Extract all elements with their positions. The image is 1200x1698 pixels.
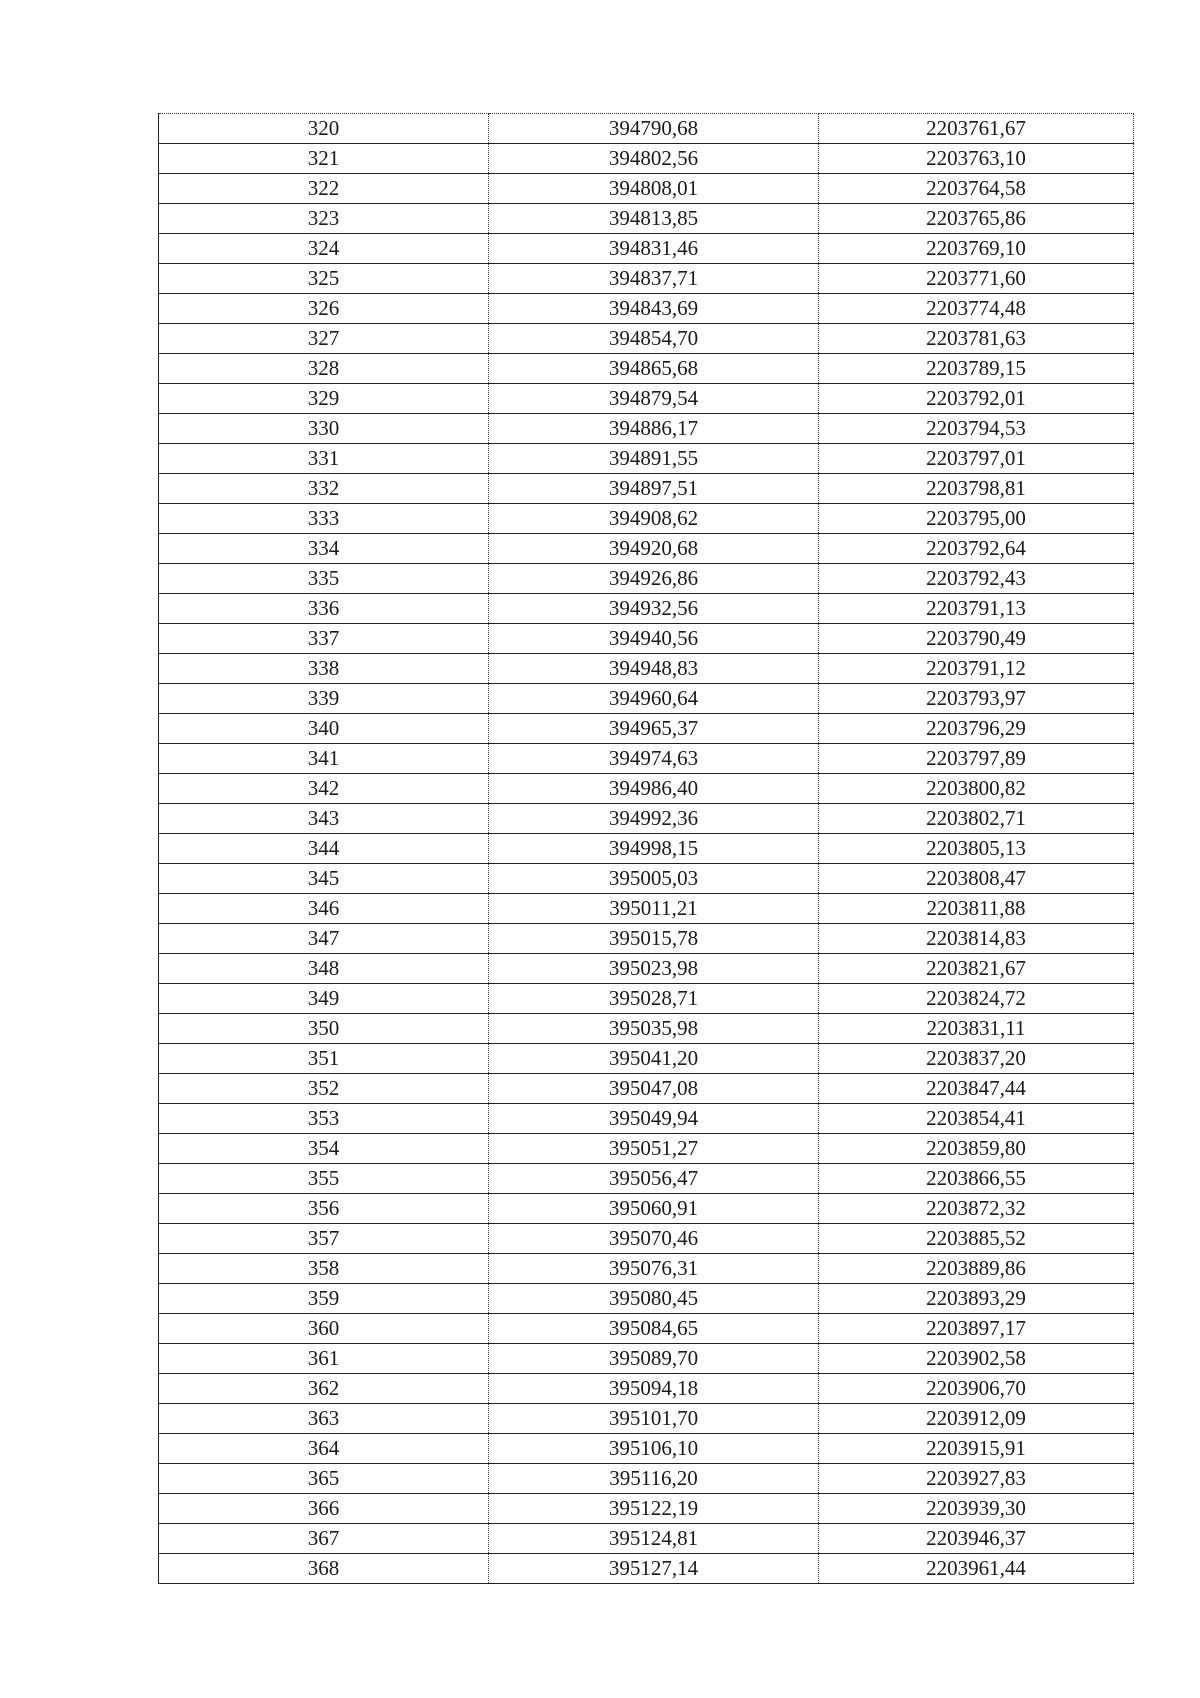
x-coordinate-cell: 394992,36 [489,804,819,834]
point-number-cell: 320 [159,114,489,144]
y-coordinate-cell: 2203789,15 [819,354,1134,384]
x-coordinate-cell: 395084,65 [489,1314,819,1344]
x-coordinate-cell: 395101,70 [489,1404,819,1434]
y-coordinate-cell: 2203808,47 [819,864,1134,894]
point-number-cell: 344 [159,834,489,864]
table-row [159,1104,1134,1134]
table-row [159,774,1134,804]
x-coordinate-cell: 395122,19 [489,1494,819,1524]
point-number-cell: 327 [159,324,489,354]
table-row [159,984,1134,1014]
point-number-cell: 358 [159,1254,489,1284]
table-row [159,1164,1134,1194]
table-row [159,1554,1134,1584]
x-coordinate-cell: 394920,68 [489,534,819,564]
y-coordinate-cell: 2203771,60 [819,264,1134,294]
point-number-cell: 351 [159,1044,489,1074]
y-coordinate-cell: 2203915,91 [819,1434,1134,1464]
table-row [159,924,1134,954]
coordinates-table-body [159,114,1134,1584]
table-row [159,1044,1134,1074]
y-coordinate-cell: 2203906,70 [819,1374,1134,1404]
table-row [159,384,1134,414]
point-number-cell: 355 [159,1164,489,1194]
x-coordinate-cell: 394965,37 [489,714,819,744]
table-row [159,1074,1134,1104]
x-coordinate-cell: 394908,62 [489,504,819,534]
x-coordinate-cell: 394879,54 [489,384,819,414]
point-number-cell: 329 [159,384,489,414]
table-row [159,1404,1134,1434]
point-number-cell: 340 [159,714,489,744]
x-coordinate-cell: 394998,15 [489,834,819,864]
x-coordinate-cell: 395023,98 [489,954,819,984]
y-coordinate-cell: 2203805,13 [819,834,1134,864]
point-number-cell: 348 [159,954,489,984]
y-coordinate-cell: 2203814,83 [819,924,1134,954]
y-coordinate-cell: 2203793,97 [819,684,1134,714]
table-row [159,1314,1134,1344]
y-coordinate-cell: 2203837,20 [819,1044,1134,1074]
point-number-cell: 341 [159,744,489,774]
table-row [159,834,1134,864]
point-number-cell: 366 [159,1494,489,1524]
x-coordinate-cell: 395076,31 [489,1254,819,1284]
x-coordinate-cell: 394802,56 [489,144,819,174]
y-coordinate-cell: 2203792,01 [819,384,1134,414]
table-row [159,564,1134,594]
y-coordinate-cell: 2203797,89 [819,744,1134,774]
y-coordinate-cell: 2203889,86 [819,1254,1134,1284]
point-number-cell: 328 [159,354,489,384]
table-row [159,804,1134,834]
table-row [159,294,1134,324]
point-number-cell: 335 [159,564,489,594]
table-row [159,1344,1134,1374]
table-row [159,684,1134,714]
y-coordinate-cell: 2203800,82 [819,774,1134,804]
table-row [159,954,1134,984]
point-number-cell: 333 [159,504,489,534]
table-row [159,204,1134,234]
y-coordinate-cell: 2203761,67 [819,114,1134,144]
y-coordinate-cell: 2203798,81 [819,474,1134,504]
x-coordinate-cell: 394843,69 [489,294,819,324]
point-number-cell: 336 [159,594,489,624]
table-row [159,1524,1134,1554]
point-number-cell: 363 [159,1404,489,1434]
x-coordinate-cell: 394854,70 [489,324,819,354]
x-coordinate-cell: 394891,55 [489,444,819,474]
x-coordinate-cell: 394926,86 [489,564,819,594]
point-number-cell: 360 [159,1314,489,1344]
table-row [159,474,1134,504]
point-number-cell: 342 [159,774,489,804]
table-row [159,1464,1134,1494]
x-coordinate-cell: 395056,47 [489,1164,819,1194]
y-coordinate-cell: 2203764,58 [819,174,1134,204]
table-row [159,534,1134,564]
y-coordinate-cell: 2203821,67 [819,954,1134,984]
y-coordinate-cell: 2203859,80 [819,1134,1134,1164]
table-row [159,174,1134,204]
y-coordinate-cell: 2203796,29 [819,714,1134,744]
x-coordinate-cell: 395028,71 [489,984,819,1014]
table-row [159,444,1134,474]
x-coordinate-cell: 395116,20 [489,1464,819,1494]
y-coordinate-cell: 2203790,49 [819,624,1134,654]
table-row [159,504,1134,534]
table-row [159,264,1134,294]
table-row [159,594,1134,624]
point-number-cell: 331 [159,444,489,474]
y-coordinate-cell: 2203872,32 [819,1194,1134,1224]
x-coordinate-cell: 394886,17 [489,414,819,444]
point-number-cell: 356 [159,1194,489,1224]
point-number-cell: 352 [159,1074,489,1104]
y-coordinate-cell: 2203897,17 [819,1314,1134,1344]
x-coordinate-cell: 395070,46 [489,1224,819,1254]
x-coordinate-cell: 394974,63 [489,744,819,774]
table-row [159,624,1134,654]
y-coordinate-cell: 2203794,53 [819,414,1134,444]
point-number-cell: 357 [159,1224,489,1254]
x-coordinate-cell: 394790,68 [489,114,819,144]
x-coordinate-cell: 395094,18 [489,1374,819,1404]
point-number-cell: 337 [159,624,489,654]
y-coordinate-cell: 2203781,63 [819,324,1134,354]
x-coordinate-cell: 394831,46 [489,234,819,264]
table-row [159,1284,1134,1314]
table-row [159,324,1134,354]
x-coordinate-cell: 394960,64 [489,684,819,714]
y-coordinate-cell: 2203765,86 [819,204,1134,234]
point-number-cell: 346 [159,894,489,924]
y-coordinate-cell: 2203824,72 [819,984,1134,1014]
x-coordinate-cell: 395051,27 [489,1134,819,1164]
x-coordinate-cell: 394837,71 [489,264,819,294]
x-coordinate-cell: 394940,56 [489,624,819,654]
table-row [159,1194,1134,1224]
point-number-cell: 330 [159,414,489,444]
x-coordinate-cell: 395047,08 [489,1074,819,1104]
y-coordinate-cell: 2203902,58 [819,1344,1134,1374]
y-coordinate-cell: 2203763,10 [819,144,1134,174]
x-coordinate-cell: 394986,40 [489,774,819,804]
x-coordinate-cell: 394897,51 [489,474,819,504]
point-number-cell: 322 [159,174,489,204]
x-coordinate-cell: 395106,10 [489,1434,819,1464]
point-number-cell: 364 [159,1434,489,1464]
point-number-cell: 343 [159,804,489,834]
point-number-cell: 324 [159,234,489,264]
x-coordinate-cell: 395035,98 [489,1014,819,1044]
point-number-cell: 347 [159,924,489,954]
table-row [159,114,1134,144]
x-coordinate-cell: 394865,68 [489,354,819,384]
y-coordinate-cell: 2203802,71 [819,804,1134,834]
point-number-cell: 361 [159,1344,489,1374]
point-number-cell: 353 [159,1104,489,1134]
point-number-cell: 332 [159,474,489,504]
x-coordinate-cell: 395080,45 [489,1284,819,1314]
x-coordinate-cell: 395049,94 [489,1104,819,1134]
point-number-cell: 367 [159,1524,489,1554]
y-coordinate-cell: 2203946,37 [819,1524,1134,1554]
table-row [159,1254,1134,1284]
table-row [159,1014,1134,1044]
table-row [159,744,1134,774]
point-number-cell: 339 [159,684,489,714]
table-row [159,1434,1134,1464]
y-coordinate-cell: 2203893,29 [819,1284,1134,1314]
x-coordinate-cell: 394932,56 [489,594,819,624]
y-coordinate-cell: 2203831,11 [819,1014,1134,1044]
y-coordinate-cell: 2203797,01 [819,444,1134,474]
point-number-cell: 368 [159,1554,489,1584]
y-coordinate-cell: 2203811,88 [819,894,1134,924]
y-coordinate-cell: 2203795,00 [819,504,1134,534]
y-coordinate-cell: 2203854,41 [819,1104,1134,1134]
table-row [159,354,1134,384]
table-row [159,864,1134,894]
table-row [159,894,1134,924]
y-coordinate-cell: 2203791,12 [819,654,1134,684]
x-coordinate-cell: 395060,91 [489,1194,819,1224]
point-number-cell: 325 [159,264,489,294]
y-coordinate-cell: 2203939,30 [819,1494,1134,1524]
table-row [159,1374,1134,1404]
x-coordinate-cell: 394813,85 [489,204,819,234]
x-coordinate-cell: 395005,03 [489,864,819,894]
table-row [159,234,1134,264]
point-number-cell: 359 [159,1284,489,1314]
point-number-cell: 321 [159,144,489,174]
table-row [159,1134,1134,1164]
table-row [159,714,1134,744]
table-row [159,1494,1134,1524]
point-number-cell: 349 [159,984,489,1014]
point-number-cell: 345 [159,864,489,894]
x-coordinate-cell: 395041,20 [489,1044,819,1074]
table-row [159,144,1134,174]
x-coordinate-cell: 394808,01 [489,174,819,204]
table-row [159,414,1134,444]
y-coordinate-cell: 2203866,55 [819,1164,1134,1194]
x-coordinate-cell: 395124,81 [489,1524,819,1554]
point-number-cell: 365 [159,1464,489,1494]
point-number-cell: 334 [159,534,489,564]
point-number-cell: 354 [159,1134,489,1164]
y-coordinate-cell: 2203769,10 [819,234,1134,264]
y-coordinate-cell: 2203792,64 [819,534,1134,564]
y-coordinate-cell: 2203792,43 [819,564,1134,594]
point-number-cell: 323 [159,204,489,234]
x-coordinate-cell: 395011,21 [489,894,819,924]
y-coordinate-cell: 2203961,44 [819,1554,1134,1584]
y-coordinate-cell: 2203927,83 [819,1464,1134,1494]
coordinates-table [158,113,1134,1584]
table-row [159,654,1134,684]
x-coordinate-cell: 395089,70 [489,1344,819,1374]
x-coordinate-cell: 395127,14 [489,1554,819,1584]
y-coordinate-cell: 2203885,52 [819,1224,1134,1254]
point-number-cell: 326 [159,294,489,324]
point-number-cell: 338 [159,654,489,684]
table-row [159,1224,1134,1254]
y-coordinate-cell: 2203791,13 [819,594,1134,624]
y-coordinate-cell: 2203774,48 [819,294,1134,324]
y-coordinate-cell: 2203912,09 [819,1404,1134,1434]
x-coordinate-cell: 395015,78 [489,924,819,954]
point-number-cell: 362 [159,1374,489,1404]
point-number-cell: 350 [159,1014,489,1044]
x-coordinate-cell: 394948,83 [489,654,819,684]
y-coordinate-cell: 2203847,44 [819,1074,1134,1104]
